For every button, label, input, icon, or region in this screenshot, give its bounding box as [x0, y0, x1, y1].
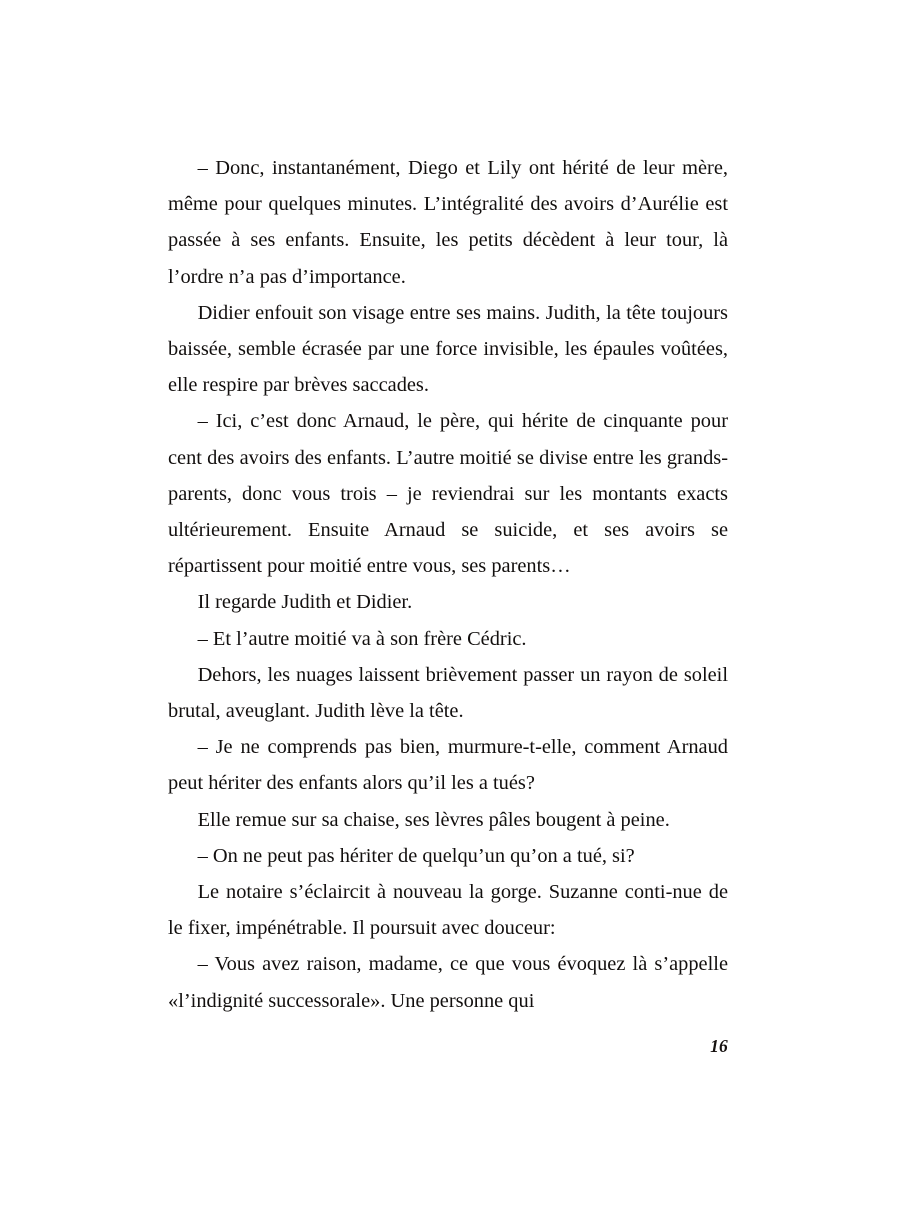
paragraph: Dehors, les nuages laissent brièvement passer un rayon de soleil brutal, aveuglant. Judith lève la tête.	[168, 663, 728, 723]
paragraph: Il regarde Judith et Didier.	[197, 591, 413, 614]
paragraph: – On ne peut pas hériter de quelqu’un qu’on a tué, si?	[197, 844, 635, 867]
paragraph: Didier enfouit son visage entre ses mains. Judith, la tête toujours baissée, semble écrasée par une force invisible, les épaules voûtées, elle respire par brèves saccades.	[168, 301, 728, 397]
paragraph: – Ici, c’est donc Arnaud, le père, qui hérite de cinquante pour cent des avoirs des enfants. L’autre moitié se divise entre les grands-parents, donc vous trois – je reviendrai sur les montants exacts ultérieurement. Ensuite Arnaud se suicide, et ses avoirs se répartissent pour moitié entre vous, ses parents…	[168, 410, 728, 578]
paragraph: – Vous avez raison, madame, ce que vous évoquez là s’appelle «l’indignité successorale». Une personne qui	[168, 953, 728, 1012]
paragraph: – Donc, instantanément, Diego et Lily ont hérité de leur mère, même pour quelques minutes. L’intégralité des avoirs d’Aurélie est passée à ses enfants. Ensuite, les petits décèdent à leur tour, là l’ordre n’a pas d’importance.	[168, 157, 728, 288]
paragraph: Elle remue sur sa chaise, ses lèvres pâles bougent à peine.	[197, 808, 670, 831]
paragraph: – Je ne comprends pas bien, murmure-t-elle, comment Arnaud peut hériter des enfants alors qu’il les a tués?	[168, 736, 728, 795]
page-number: 16	[710, 1036, 728, 1056]
body-text	[168, 150, 728, 1019]
paragraph: – Et l’autre moitié va à son frère Cédric.	[197, 627, 527, 650]
paragraph: Le notaire s’éclaircit à nouveau la gorge. Suzanne conti-nue de le fixer, impénétrable. Il poursuit avec douceur:	[168, 881, 728, 940]
